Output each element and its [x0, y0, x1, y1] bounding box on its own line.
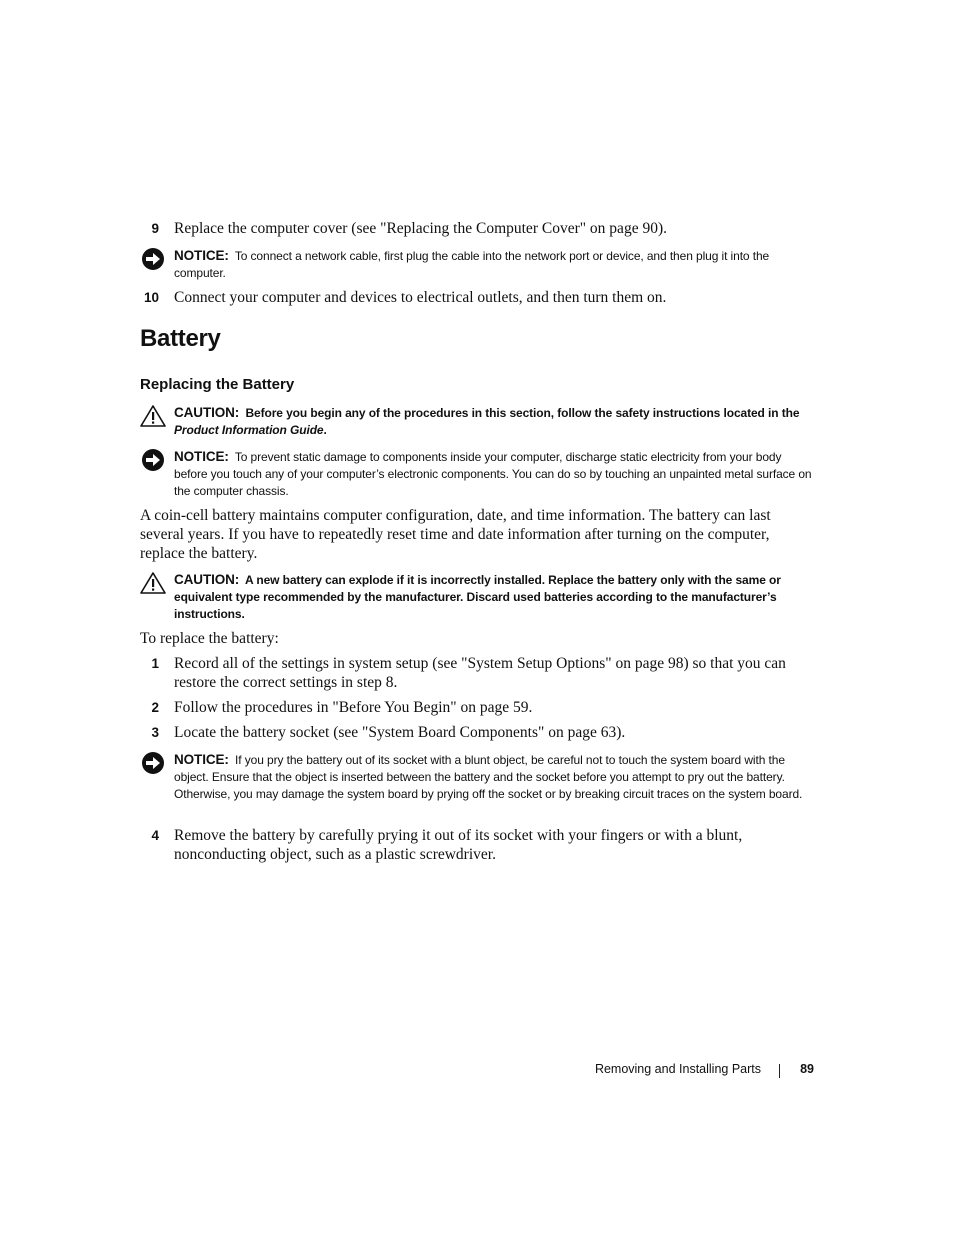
step-2 [140, 698, 815, 717]
notice-arrow-icon [140, 247, 166, 271]
caution-end: . [323, 423, 327, 437]
intro-paragraph: A coin-cell battery maintains computer configuration, date, and time information. The battery can last several years. If you have to repeatedly reset time and date information after turning on the computer, replace the battery. [140, 507, 771, 562]
notice-label: NOTICE: [174, 248, 229, 263]
step-text: Replace the computer cover (see "Replacing the Computer Cover" on page 90). [174, 220, 667, 237]
caution-triangle-icon [140, 404, 166, 428]
step-text: Record all of the settings in system setup (see "System Setup Options" on page 98) so that you can restore the correct settings in step 8. [174, 655, 786, 691]
notice-network-cable [140, 247, 815, 282]
caution-text: A new battery can explode if it is incorrectly installed. Replace the battery only with the same or equivalent type recommended by the manufacturer. Discard used batteries according to the manufacturer’s instructions. [174, 573, 781, 621]
caution-safety [140, 404, 815, 439]
step-1 [140, 654, 815, 692]
section-heading: Battery [140, 325, 221, 352]
step-number: 3 [151, 725, 159, 740]
caution-label: CAUTION: [174, 405, 240, 420]
step-9 [140, 219, 815, 238]
step-text: Remove the battery by carefully prying it out of its socket with your fingers or with a blunt, nonconducting object, such as a plastic screwdriver. [174, 827, 743, 863]
notice-arrow-icon [140, 751, 166, 775]
step-text: Locate the battery socket (see "System Board Components" on page 63). [174, 724, 626, 741]
caution-battery-explode [140, 571, 815, 623]
step-text: Follow the procedures in "Before You Begin" on page 59. [174, 699, 533, 716]
notice-text: To connect a network cable, first plug the cable into the network port or device, and then plug it into the computer. [174, 249, 770, 280]
guide-title: Product Information Guide [174, 423, 324, 437]
caution-label: CAUTION: [174, 572, 240, 587]
caution-text: Before you begin any of the procedures in this section, follow the safety instructions located in the [245, 406, 800, 420]
page-number: 89 [800, 1062, 814, 1076]
step-3 [140, 723, 815, 742]
notice-label: NOTICE: [174, 752, 229, 767]
footer-section-title: Removing and Installing Parts [594, 1062, 761, 1076]
step-number: 2 [151, 700, 159, 715]
notice-arrow-icon [140, 448, 166, 472]
subsection-heading: Replacing the Battery [140, 376, 295, 393]
step-text: Connect your computer and devices to electrical outlets, and then turn them on. [174, 289, 667, 306]
page-footer [560, 1062, 816, 1080]
step-10 [140, 288, 815, 307]
footer-divider [779, 1064, 780, 1078]
caution-triangle-icon [140, 571, 166, 595]
step-4 [140, 826, 815, 864]
notice-pry-battery [140, 751, 815, 803]
notice-text: To prevent static damage to components inside your computer, discharge static electricity from your body before you touch any of your computer’s electronic components. You can do so by touching an unpainted metal surface on the computer chassis. [174, 450, 812, 498]
notice-label: NOTICE: [174, 449, 229, 464]
notice-static-damage [140, 448, 815, 500]
procedure-intro: To replace the battery: [140, 630, 279, 647]
notice-text: If you pry the battery out of its socket with a blunt object, be careful not to touch the system board with the object. Ensure that the object is inserted between the battery and the socket before you attempt to pry out the battery. Otherwise, you may damage the system board by prying off the socket or by breaking circuit traces on the system board. [174, 753, 803, 801]
step-number: 1 [151, 656, 159, 671]
step-number: 9 [151, 221, 159, 236]
step-number: 10 [143, 290, 159, 305]
step-number: 4 [151, 828, 159, 843]
